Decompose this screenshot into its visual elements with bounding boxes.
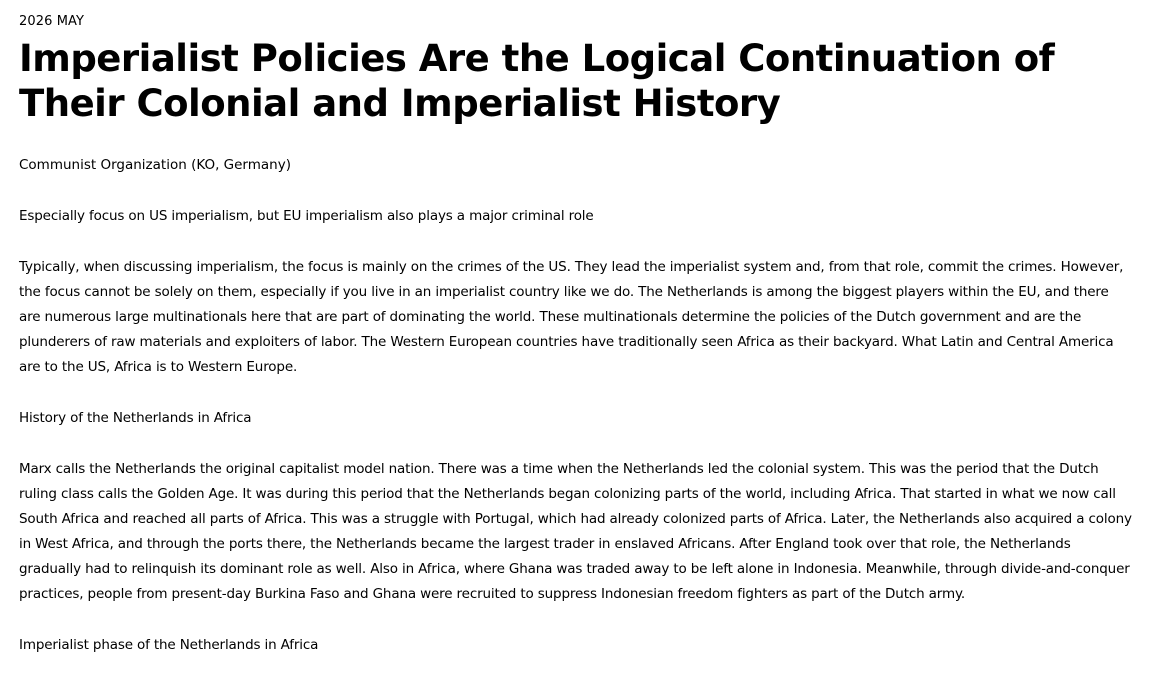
article-paragraph: Typically, when discussing imperialism, the focus is mainly on the crimes of the US. They lead the imperialist system and, from that role, commit the crimes. However, the focus cannot be solely on them, especially if you live in an imperialist country like we do. The Netherlands is among the biggest players within the EU, and there are numerous large multinationals here that are part of dominating the world. These multinationals determine the policies of the Dutch government and are the plunderers of raw materials and exploiters of labor. The Western European countries have traditionally seen Africa as their backyard. What Latin and Central America are to the US, Africa is to Western Europe. (19, 259, 1124, 375)
section-heading: Imperialist phase of the Netherlands in Africa (19, 637, 319, 653)
article-date: 2026 MAY (19, 14, 85, 29)
article-paragraph: Marx calls the Netherlands the original capitalist model nation. There was a time when the Netherlands led the colonial system. This was the period that the Dutch ruling class calls the Golden Age. It was during this period that the Netherlands began colonizing parts of the world, including Africa. That started in what we now call South Africa and reached all parts of Africa. This was a struggle with Portugal, which had already colonized parts of Africa. Later, the Netherlands also acquired a colony in West Africa, and through the ports there, the Netherlands became the largest trader in enslaved Africans. After England took over that role, the Netherlands gradually had to relinquish its dominant role as well. Also in Africa, where Ghana was traded away to be left alone in Indonesia. Meanwhile, through divide-and-conquer practices, people from present-day Burkina Faso and Ghana were recruited to suppress Indonesian freedom fighters as part of the Dutch army. (19, 461, 1132, 602)
article-title: Imperialist Policies Are the Logical Continuation of Their Colonial and Imperialist History (19, 37, 1055, 125)
section-heading: History of the Netherlands in Africa (19, 410, 252, 426)
article-author: Communist Organization (KO, Germany) (19, 157, 291, 173)
article-subtitle: Especially focus on US imperialism, but EU imperialism also plays a major criminal role (19, 208, 594, 224)
